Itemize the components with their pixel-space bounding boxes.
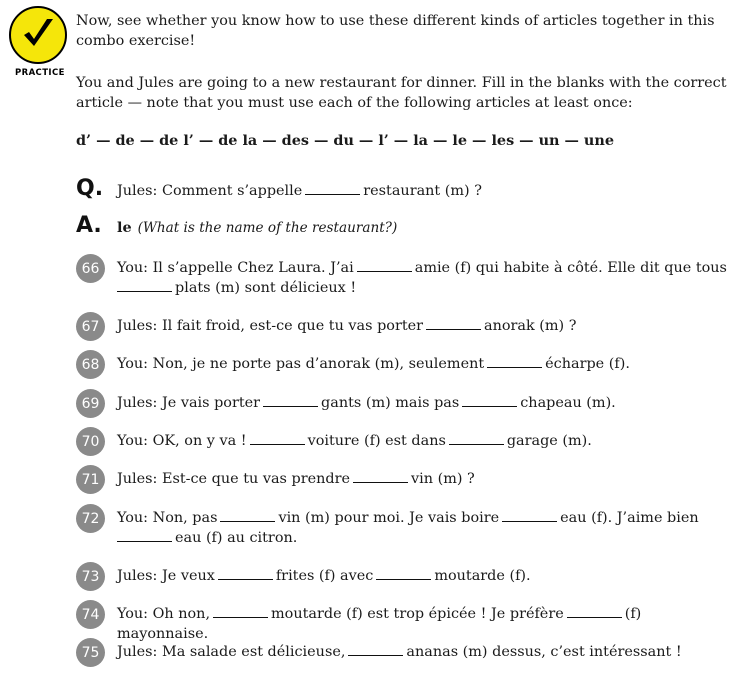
item-text: Jules: Je vais porter xyxy=(117,395,261,411)
item-text: Jules: Je veux xyxy=(117,568,215,584)
item-number: 67 xyxy=(76,312,105,341)
answer-blank[interactable] xyxy=(117,528,172,542)
item-number: 72 xyxy=(76,504,105,533)
answer-blank[interactable] xyxy=(449,431,504,445)
item-number: 74 xyxy=(76,600,105,629)
exercise-item-72 xyxy=(76,504,736,548)
item-text: moutarde (f) est trop épicée ! Je préfère xyxy=(271,606,564,622)
answer-blank[interactable] xyxy=(117,278,172,292)
exercise-item-68 xyxy=(76,350,736,374)
item-text: You: OK, on y va ! xyxy=(117,433,247,449)
exercise-item-67 xyxy=(76,312,736,336)
answer-blank[interactable] xyxy=(305,181,360,195)
answer-letter: A. xyxy=(76,213,102,238)
exercise-item-69 xyxy=(76,389,736,413)
answer-blank[interactable] xyxy=(250,431,305,445)
answer-blank[interactable] xyxy=(263,393,318,407)
check-icon xyxy=(16,13,60,57)
item-text: vin (m) pour moi. Je vais boire xyxy=(278,510,500,526)
item-number: 71 xyxy=(76,465,105,494)
item-text: ananas (m) dessus, c’est intéressant ! xyxy=(406,644,682,660)
item-text: écharpe (f). xyxy=(545,356,630,372)
exercise-item-73 xyxy=(76,562,736,586)
item-text: chapeau (m). xyxy=(520,395,616,411)
item-text: amie (f) qui habite à côté. Elle dit que tous xyxy=(414,260,727,276)
articles-list: d’ — de — de l’ — de la — des — du — l’ — la — le — les — un — une xyxy=(76,132,614,149)
item-number: 70 xyxy=(76,427,105,456)
answer-blank[interactable] xyxy=(567,604,622,618)
item-text: plats (m) sont délicieux ! xyxy=(175,280,357,296)
exercise-item-75 xyxy=(76,638,736,662)
instructions-paragraph: You and Jules are going to a new restaurant for dinner. Fill in the blanks with the correct article — note that you must use each of the following articles at least once: xyxy=(76,75,727,111)
practice-label: PRACTICE xyxy=(15,68,65,78)
item-text: You: Oh non, xyxy=(117,606,211,622)
item-number: 66 xyxy=(76,254,105,283)
item-text: frites (f) avec xyxy=(275,568,374,584)
answer-blank[interactable] xyxy=(502,508,557,522)
answer-blank[interactable] xyxy=(218,566,273,580)
item-text: You: Il s’appelle Chez Laura. J’ai xyxy=(117,260,354,276)
item-text: Jules: Ma salade est délicieuse, xyxy=(117,644,346,660)
answer-word: le xyxy=(117,219,132,236)
item-text: eau (f) au citron. xyxy=(175,530,298,546)
item-text: anorak (m) ? xyxy=(484,318,577,334)
item-text: voiture (f) est dans xyxy=(307,433,446,449)
item-text: gants (m) mais pas xyxy=(321,395,460,411)
answer-blank[interactable] xyxy=(213,604,268,618)
item-text: moutarde (f). xyxy=(434,568,531,584)
item-text: vin (m) ? xyxy=(411,471,475,487)
item-text: You: Non, pas xyxy=(117,510,218,526)
item-text: eau (f). J’aime bien xyxy=(560,510,699,526)
item-text: Jules: Il fait froid, est-ce que tu vas porter xyxy=(117,318,424,334)
question-letter: Q. xyxy=(76,176,104,201)
answer-blank[interactable] xyxy=(357,258,412,272)
answer-blank[interactable] xyxy=(220,508,275,522)
item-number: 75 xyxy=(76,638,105,667)
intro-paragraph: Now, see whether you know how to use these different kinds of articles together in this combo exercise! xyxy=(76,13,715,49)
answer-note: (What is the name of the restaurant?) xyxy=(137,220,398,236)
item-text: garage (m). xyxy=(506,433,592,449)
answer-blank[interactable] xyxy=(462,393,517,407)
question-text-before: Jules: Comment s’appelle xyxy=(117,183,303,199)
item-text: Jules: Est-ce que tu vas prendre xyxy=(117,471,350,487)
exercise-item-71 xyxy=(76,465,736,489)
answer-blank[interactable] xyxy=(353,469,408,483)
example-answer xyxy=(76,213,397,238)
item-text: (f) mayonnaise. xyxy=(117,606,642,642)
practice-badge xyxy=(9,6,67,64)
item-number: 68 xyxy=(76,350,105,379)
item-number: 73 xyxy=(76,562,105,591)
item-number: 69 xyxy=(76,389,105,418)
example-question xyxy=(76,176,482,201)
answer-blank[interactable] xyxy=(487,354,542,368)
exercise-item-66 xyxy=(76,254,736,298)
item-text: You: Non, je ne porte pas d’anorak (m), seulement xyxy=(117,356,485,372)
answer-blank[interactable] xyxy=(376,566,431,580)
question-text-after: restaurant (m) ? xyxy=(363,183,482,199)
exercise-item-70 xyxy=(76,427,736,451)
answer-blank[interactable] xyxy=(426,316,481,330)
answer-blank[interactable] xyxy=(348,642,403,656)
